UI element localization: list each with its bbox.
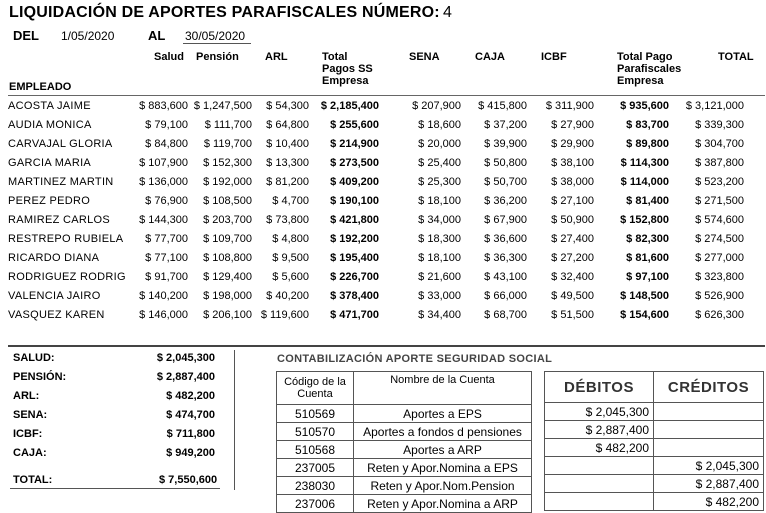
cell-arl: $ 9,500 — [272, 252, 309, 264]
debit-credit-row — [545, 421, 764, 439]
cell-total-ss: $ 195,400 — [330, 252, 379, 264]
cell-salud: $ 84,800 — [145, 138, 188, 150]
summary-value: $ 2,045,300 — [156, 352, 215, 364]
contab-title: CONTABILIZACIÓN APORTE SEGURIDAD SOCIAL — [277, 353, 553, 365]
cell-total-ss: $ 409,200 — [330, 176, 379, 188]
cell-name: GARCIA MARIA — [8, 157, 92, 169]
account-row — [277, 405, 532, 423]
account-name: Aportes a ARP — [354, 441, 532, 459]
cell-total-ss: $ 192,200 — [330, 233, 379, 245]
cell-total-par: $ 81,600 — [626, 252, 669, 264]
account-row — [277, 477, 532, 495]
col-creditos: CRÉDITOS — [654, 372, 764, 403]
to-label: AL — [148, 28, 166, 43]
cell-total: $ 274,500 — [695, 233, 744, 245]
cell-caja: $ 415,800 — [478, 100, 527, 112]
cell-total: $ 339,300 — [695, 119, 744, 131]
cell-total-par: $ 154,600 — [620, 309, 669, 321]
account-table — [276, 371, 532, 513]
credit-value — [654, 421, 764, 439]
cell-sena: $ 25,400 — [418, 157, 461, 169]
table-row — [0, 173, 766, 192]
cell-icbf: $ 29,900 — [551, 138, 594, 150]
table-row — [0, 249, 766, 268]
cell-sena: $ 34,400 — [418, 309, 461, 321]
summary-label: SALUD: — [13, 352, 55, 364]
cell-icbf: $ 50,900 — [551, 214, 594, 226]
account-row — [277, 423, 532, 441]
cell-sena: $ 25,300 — [418, 176, 461, 188]
cell-arl: $ 10,400 — [266, 138, 309, 150]
cell-pension: $ 108,500 — [203, 195, 252, 207]
cell-total-par: $ 152,800 — [620, 214, 669, 226]
cell-sena: $ 21,600 — [418, 271, 461, 283]
cell-total-ss: $ 421,800 — [330, 214, 379, 226]
summary-label: ARL: — [13, 390, 40, 402]
cell-salud: $ 76,900 — [145, 195, 188, 207]
cell-name: CARVAJAL GLORIA — [8, 138, 113, 150]
cell-icbf: $ 27,900 — [551, 119, 594, 131]
col-caja: CAJA — [475, 51, 505, 63]
cell-total: $ 323,800 — [695, 271, 744, 283]
cell-pension: $ 152,300 — [203, 157, 252, 169]
table-row — [0, 192, 766, 211]
debit-value: $ 482,200 — [545, 439, 654, 457]
cell-pension: $ 206,100 — [203, 309, 252, 321]
cell-total: $ 277,000 — [695, 252, 744, 264]
col-account-code-line1: Código de la — [284, 376, 346, 388]
cell-caja: $ 68,700 — [484, 309, 527, 321]
summary-value: $ 474,700 — [166, 409, 215, 421]
cell-icbf: $ 32,400 — [551, 271, 594, 283]
cell-arl: $ 40,200 — [266, 290, 309, 302]
col-total: TOTAL — [718, 51, 754, 63]
cell-arl: $ 81,200 — [266, 176, 309, 188]
account-row — [277, 495, 532, 513]
col-debitos: DÉBITOS — [545, 372, 654, 403]
col-sena: SENA — [409, 51, 440, 63]
cell-pension: $ 119,700 — [203, 138, 252, 150]
account-name: Reten y Apor.Nomina a ARP — [354, 495, 532, 513]
cell-arl: $ 13,300 — [266, 157, 309, 169]
cell-salud: $ 144,300 — [139, 214, 188, 226]
cell-pension: $ 1,247,500 — [193, 100, 252, 112]
col-total-par-line3: Empresa — [617, 75, 664, 87]
cell-icbf: $ 38,100 — [551, 157, 594, 169]
date-underline — [183, 43, 251, 44]
cell-total-ss: $ 190,100 — [330, 195, 379, 207]
cell-name: RAMIREZ CARLOS — [8, 214, 110, 226]
cell-total-par: $ 82,300 — [626, 233, 669, 245]
cell-total: $ 304,700 — [695, 138, 744, 150]
account-code: 237006 — [277, 495, 354, 513]
cell-total-ss: $ 2,185,400 — [320, 100, 379, 112]
cell-name: ACOSTA JAIME — [8, 100, 91, 112]
cell-icbf: $ 49,500 — [551, 290, 594, 302]
cell-sena: $ 18,300 — [418, 233, 461, 245]
summary-underline — [10, 488, 220, 489]
debit-credit-row — [545, 475, 764, 493]
table-row — [0, 97, 766, 116]
account-code: 510570 — [277, 423, 354, 441]
cell-icbf: $ 38,000 — [551, 176, 594, 188]
cell-total-par: $ 89,800 — [626, 138, 669, 150]
account-code: 237005 — [277, 459, 354, 477]
cell-arl: $ 54,300 — [266, 100, 309, 112]
cell-total: $ 387,800 — [695, 157, 744, 169]
summary-value: $ 711,800 — [166, 428, 215, 440]
cell-total: $ 626,300 — [695, 309, 744, 321]
cell-sena: $ 207,900 — [412, 100, 461, 112]
cell-icbf: $ 27,100 — [551, 195, 594, 207]
cell-arl: $ 5,600 — [272, 271, 309, 283]
cell-pension: $ 203,700 — [203, 214, 252, 226]
col-total-par-line1: Total Pago — [617, 51, 673, 63]
cell-salud: $ 140,200 — [139, 290, 188, 302]
table-row — [0, 230, 766, 249]
cell-salud: $ 79,100 — [145, 119, 188, 131]
header-divider — [8, 95, 765, 96]
col-salud: Salud — [154, 51, 184, 63]
cell-total-ss: $ 226,700 — [330, 271, 379, 283]
table-row — [0, 135, 766, 154]
cell-pension: $ 108,800 — [203, 252, 252, 264]
debit-credit-table — [544, 371, 764, 511]
cell-total: $ 574,600 — [695, 214, 744, 226]
summary-total-label: TOTAL: — [13, 474, 53, 486]
cell-arl: $ 119,600 — [260, 309, 309, 321]
debit-credit-row — [545, 439, 764, 457]
summary-label: CAJA: — [13, 447, 47, 459]
account-name: Aportes a fondos d pensiones — [354, 423, 532, 441]
debit-credit-row — [545, 457, 764, 475]
cell-icbf: $ 27,200 — [551, 252, 594, 264]
col-total-ss-line1: Total — [322, 51, 348, 63]
cell-salud: $ 107,900 — [139, 157, 188, 169]
cell-caja: $ 67,900 — [484, 214, 527, 226]
cell-pension: $ 198,000 — [203, 290, 252, 302]
cell-sena: $ 20,000 — [418, 138, 461, 150]
cell-salud: $ 136,000 — [139, 176, 188, 188]
account-name: Reten y Apor.Nomina a EPS — [354, 459, 532, 477]
cell-total-par: $ 114,300 — [620, 157, 669, 169]
table-row — [0, 287, 766, 306]
cell-total: $ 526,900 — [695, 290, 744, 302]
table-row — [0, 268, 766, 287]
liquidation-number: 4 — [443, 4, 452, 21]
cell-name: VASQUEZ KAREN — [8, 309, 105, 321]
account-row — [277, 459, 532, 477]
summary-separator — [234, 350, 235, 490]
cell-arl: $ 4,800 — [272, 233, 309, 245]
cell-total-par: $ 148,500 — [620, 290, 669, 302]
col-empleado: EMPLEADO — [9, 81, 72, 93]
cell-total-par: $ 935,600 — [620, 100, 669, 112]
section-divider — [8, 345, 765, 347]
table-row — [0, 116, 766, 135]
debit-credit-row — [545, 403, 764, 421]
cell-total-ss: $ 255,600 — [330, 119, 379, 131]
cell-pension: $ 192,000 — [203, 176, 252, 188]
page-title: LIQUIDACIÓN DE APORTES PARAFISCALES NÚMERO: — [9, 4, 440, 21]
cell-arl: $ 4,700 — [272, 195, 309, 207]
cell-pension: $ 111,700 — [204, 119, 252, 131]
cell-caja: $ 50,800 — [484, 157, 527, 169]
cell-name: RODRIGUEZ RODRIG — [8, 271, 126, 283]
cell-total-ss: $ 273,500 — [330, 157, 379, 169]
cell-icbf: $ 51,500 — [551, 309, 594, 321]
table-row — [0, 306, 766, 325]
cell-total-ss: $ 378,400 — [330, 290, 379, 302]
debit-value — [545, 457, 654, 475]
cell-name: MARTINEZ MARTIN — [8, 176, 114, 188]
cell-salud: $ 77,100 — [145, 252, 188, 264]
col-total-par-line2: Parafiscales — [617, 63, 682, 75]
summary-label: SENA: — [13, 409, 48, 421]
debit-value — [545, 475, 654, 493]
col-total-ss-line2: Pagos SS — [322, 63, 373, 75]
cell-salud: $ 91,700 — [145, 271, 188, 283]
cell-caja: $ 66,000 — [484, 290, 527, 302]
cell-total: $ 271,500 — [695, 195, 744, 207]
cell-caja: $ 36,300 — [484, 252, 527, 264]
summary-label: PENSIÓN: — [13, 371, 67, 383]
account-name: Reten y Apor.Nom.Pension — [354, 477, 532, 495]
summary-value: $ 949,200 — [166, 447, 215, 459]
cell-total-ss: $ 214,900 — [330, 138, 379, 150]
credit-value: $ 2,045,300 — [654, 457, 764, 475]
col-icbf: ICBF — [541, 51, 567, 63]
account-code: 510568 — [277, 441, 354, 459]
cell-total: $ 523,200 — [695, 176, 744, 188]
cell-name: RICARDO DIANA — [8, 252, 100, 264]
summary-total-value: $ 7,550,600 — [159, 474, 218, 486]
cell-caja: $ 39,900 — [484, 138, 527, 150]
col-total-parafiscales — [617, 51, 681, 87]
cell-salud: $ 883,600 — [139, 100, 188, 112]
cell-sena: $ 18,600 — [418, 119, 461, 131]
cell-arl: $ 64,800 — [266, 119, 309, 131]
cell-caja: $ 43,100 — [484, 271, 527, 283]
cell-name: RESTREPO RUBIELA — [8, 233, 124, 245]
from-date: 1/05/2020 — [61, 29, 115, 43]
cell-name: AUDIA MONICA — [8, 119, 92, 131]
credit-value: $ 482,200 — [654, 493, 764, 511]
cell-sena: $ 34,000 — [418, 214, 461, 226]
table-row — [0, 154, 766, 173]
col-total-ss — [322, 51, 373, 87]
cell-pension: $ 109,700 — [203, 233, 252, 245]
col-arl: ARL — [265, 51, 288, 63]
cell-pension: $ 129,400 — [203, 271, 252, 283]
cell-caja: $ 37,200 — [484, 119, 527, 131]
credit-value: $ 2,887,400 — [654, 475, 764, 493]
cell-total-par: $ 97,100 — [626, 271, 669, 283]
cell-total-par: $ 83,700 — [626, 119, 669, 131]
col-pension: Pensión — [196, 51, 239, 63]
summary-label: ICBF: — [13, 428, 43, 440]
cell-name: VALENCIA JAIRO — [8, 290, 101, 302]
account-code: 510569 — [277, 405, 354, 423]
credit-value — [654, 403, 764, 421]
col-total-ss-line3: Empresa — [322, 75, 369, 87]
from-label: DEL — [13, 28, 39, 43]
cell-caja: $ 36,200 — [484, 195, 527, 207]
debit-value: $ 2,045,300 — [545, 403, 654, 421]
cell-salud: $ 146,000 — [139, 309, 188, 321]
cell-total: $ 3,121,000 — [685, 100, 744, 112]
cell-name: PEREZ PEDRO — [8, 195, 91, 207]
summary-value: $ 482,200 — [166, 390, 215, 402]
credit-value — [654, 439, 764, 457]
to-date: 30/05/2020 — [185, 29, 246, 43]
cell-total-par: $ 114,000 — [620, 176, 669, 188]
cell-total-par: $ 81,400 — [626, 195, 669, 207]
cell-sena: $ 18,100 — [418, 195, 461, 207]
col-account-code-line2: Cuenta — [297, 388, 333, 400]
table-row — [0, 211, 766, 230]
summary-value: $ 2,887,400 — [156, 371, 215, 383]
cell-arl: $ 73,800 — [266, 214, 309, 226]
cell-salud: $ 77,700 — [145, 233, 188, 245]
debit-value: $ 2,887,400 — [545, 421, 654, 439]
account-name: Aportes a EPS — [354, 405, 532, 423]
cell-sena: $ 33,000 — [418, 290, 461, 302]
cell-caja: $ 36,600 — [484, 233, 527, 245]
col-account-code — [277, 372, 354, 405]
account-code: 238030 — [277, 477, 354, 495]
cell-icbf: $ 27,400 — [551, 233, 594, 245]
cell-total-ss: $ 471,700 — [330, 309, 379, 321]
cell-icbf: $ 311,900 — [545, 100, 594, 112]
col-account-name: Nombre de la Cuenta — [354, 372, 532, 405]
account-row — [277, 441, 532, 459]
cell-sena: $ 18,100 — [418, 252, 461, 264]
cell-caja: $ 50,700 — [484, 176, 527, 188]
